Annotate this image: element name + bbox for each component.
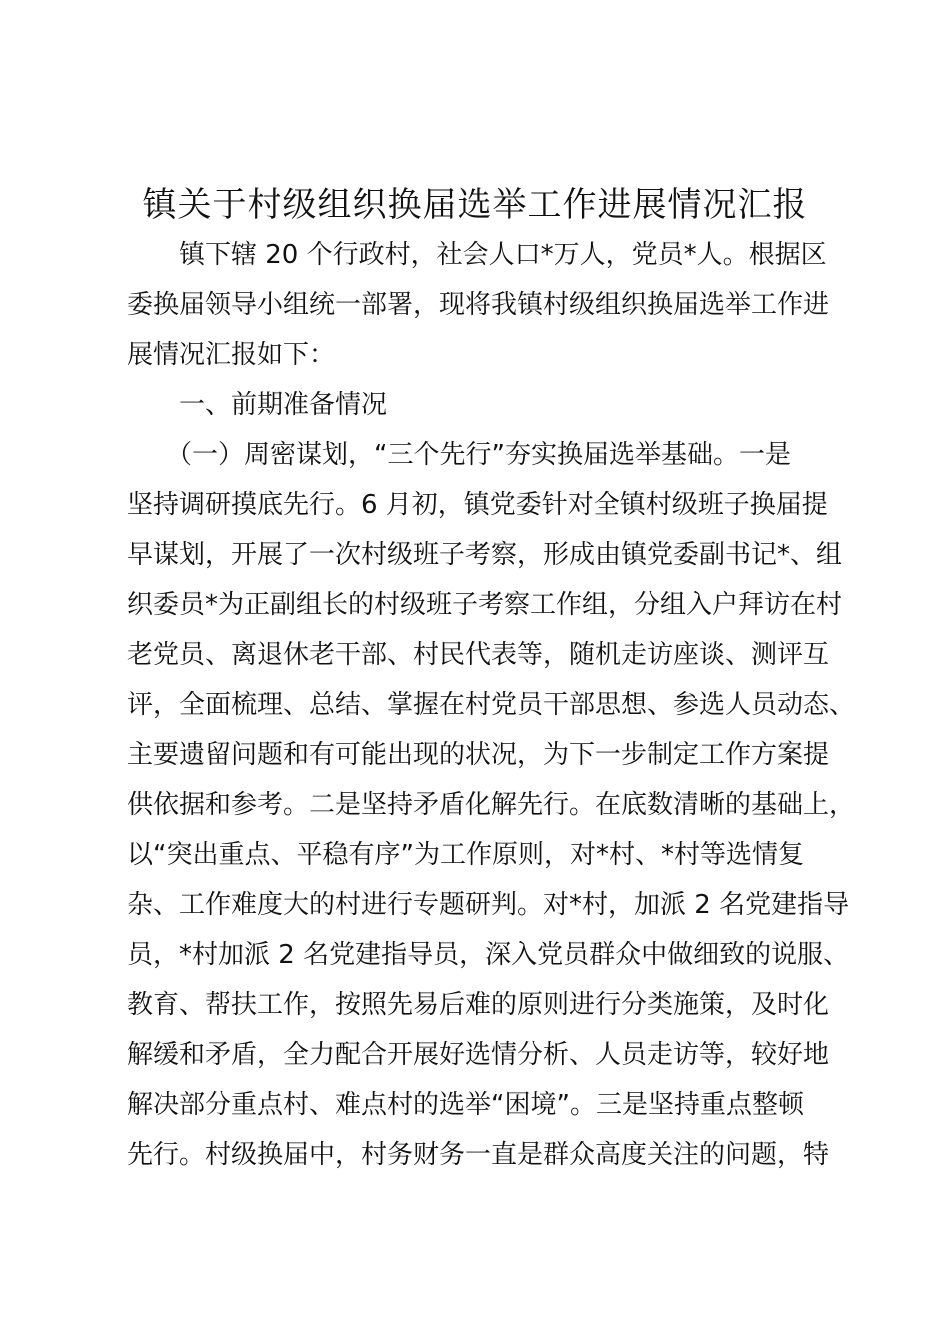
body-line: 老党员、离退休老干部、村民代表等，随机走访座谈、测评互: [127, 640, 830, 670]
body-line: 解缓和矛盾，全力配合开展好选情分析、人员走访等，较好地: [127, 1040, 830, 1070]
document-title: 镇关于村级组织换届选举工作进展情况汇报: [142, 185, 808, 225]
body-line: 杂、工作难度大的村进行专题研判。对*村，加派 2 名党建指导: [127, 890, 850, 920]
body-line: （一）周密谋划，“三个先行”夯实换届选举基础。一是: [127, 440, 791, 470]
body-line: 镇下辖 20 个行政村，社会人口*万人，党员*人。根据区: [127, 240, 827, 270]
body-line: 织委员*为正副组长的村级班子考察工作组，分组入户拜访在村: [127, 590, 843, 620]
body-line: 供依据和参考。二是坚持矛盾化解先行。在底数清晰的基础上，: [127, 790, 856, 820]
body-line: 以“突出重点、平稳有序”为工作原则，对*村、*村等选情复: [127, 840, 804, 870]
body-line: 委换届领导小组统一部署，现将我镇村级组织换届选举工作进: [127, 290, 830, 320]
body-line: 解决部分重点村、难点村的选举“困境”。三是坚持重点整顿: [127, 1090, 804, 1120]
body-line: 主要遗留问题和有可能出现的状况，为下一步制定工作方案提: [127, 740, 830, 770]
body-line: 评，全面梳理、总结、掌握在村党员干部思想、参选人员动态、: [127, 690, 856, 720]
body-line: 先行。村级换届中，村务财务一直是群众高度关注的问题，特: [127, 1140, 830, 1170]
body-line: 教育、帮扶工作，按照先易后难的原则进行分类施策，及时化: [127, 990, 830, 1020]
body-line: 展情况汇报如下：: [127, 340, 336, 370]
body-line: 早谋划，开展了一次村级班子考察，形成由镇党委副书记*、组: [127, 540, 843, 570]
body-line: 员，*村加派 2 名党建指导员，深入党员群众中做细致的说服、: [127, 940, 850, 970]
body-line: 坚持调研摸底先行。6 月初，镇党委针对全镇村级班子换届提: [127, 490, 828, 520]
section-heading: 一、前期准备情况: [127, 390, 388, 420]
